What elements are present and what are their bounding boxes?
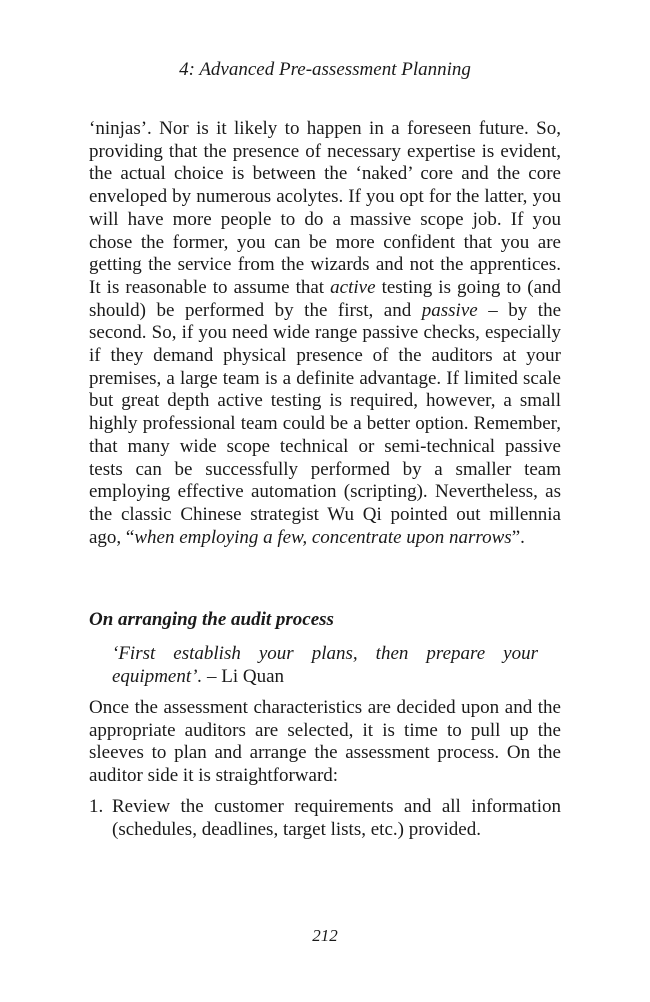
quotation-wu-qi: when employing a few, concentrate upon narrows [134, 526, 512, 548]
emphasis-passive: passive [421, 299, 478, 321]
page-number: 212 [312, 926, 338, 945]
list-item [89, 795, 561, 841]
body-paragraph [89, 118, 561, 549]
paragraph-text: testing is going to (and should) be performed by the first, and [89, 276, 562, 321]
epigraph-quote: ‘First establish your plans, then prepare your equipment’. [112, 643, 538, 687]
list-item-number: 1. [89, 796, 104, 817]
paragraph-text: – by the second. So, if you need wide range passive checks, especially if they demand physical presence of the auditors at your premises, a large team is a definite advantage. If limited scale but great depth active testing is required, however, a small highly professional team could be a better option. Remember, that many wide scope technical or semi-technical passive tests can be successfully performed by a smaller team employing effective automation (scripting). Nevertheless, as the classic Chinese strategist Wu Qi pointed out millennia ago, “ [89, 299, 561, 548]
epigraph [112, 642, 538, 688]
section-heading: On arranging the audit process [89, 609, 334, 630]
running-header: 4: Advanced Pre-assessment Planning [179, 59, 471, 80]
emphasis-active: active [330, 276, 376, 298]
epigraph-attribution: – Li Quan [202, 666, 285, 687]
body-paragraph: Once the assessment characteristics are decided upon and the appropriate auditors are selected, it is time to pull up the sleeves to plan and arrange the assessment process. On the auditor side it is straightforward: [89, 697, 561, 787]
list-item-text: Review the customer requirements and all information (schedules, deadlines, target lists, etc.) provided. [112, 796, 561, 840]
paragraph-text: ‘ninjas’. Nor is it likely to happen in a foreseen future. So, providing that the presence of necessary expertise is evident, the actual choice is between the ‘naked’ core and the core enveloped by numerous acolytes. If you opt for the latter, you will have more people to do a massive scope job. If you chose the former, you can be more confident that you are getting the service from the wizards and not the apprentices. It is reasonable to assume that [89, 118, 561, 298]
numbered-list [89, 795, 561, 841]
paragraph-text: ”. [511, 526, 525, 548]
